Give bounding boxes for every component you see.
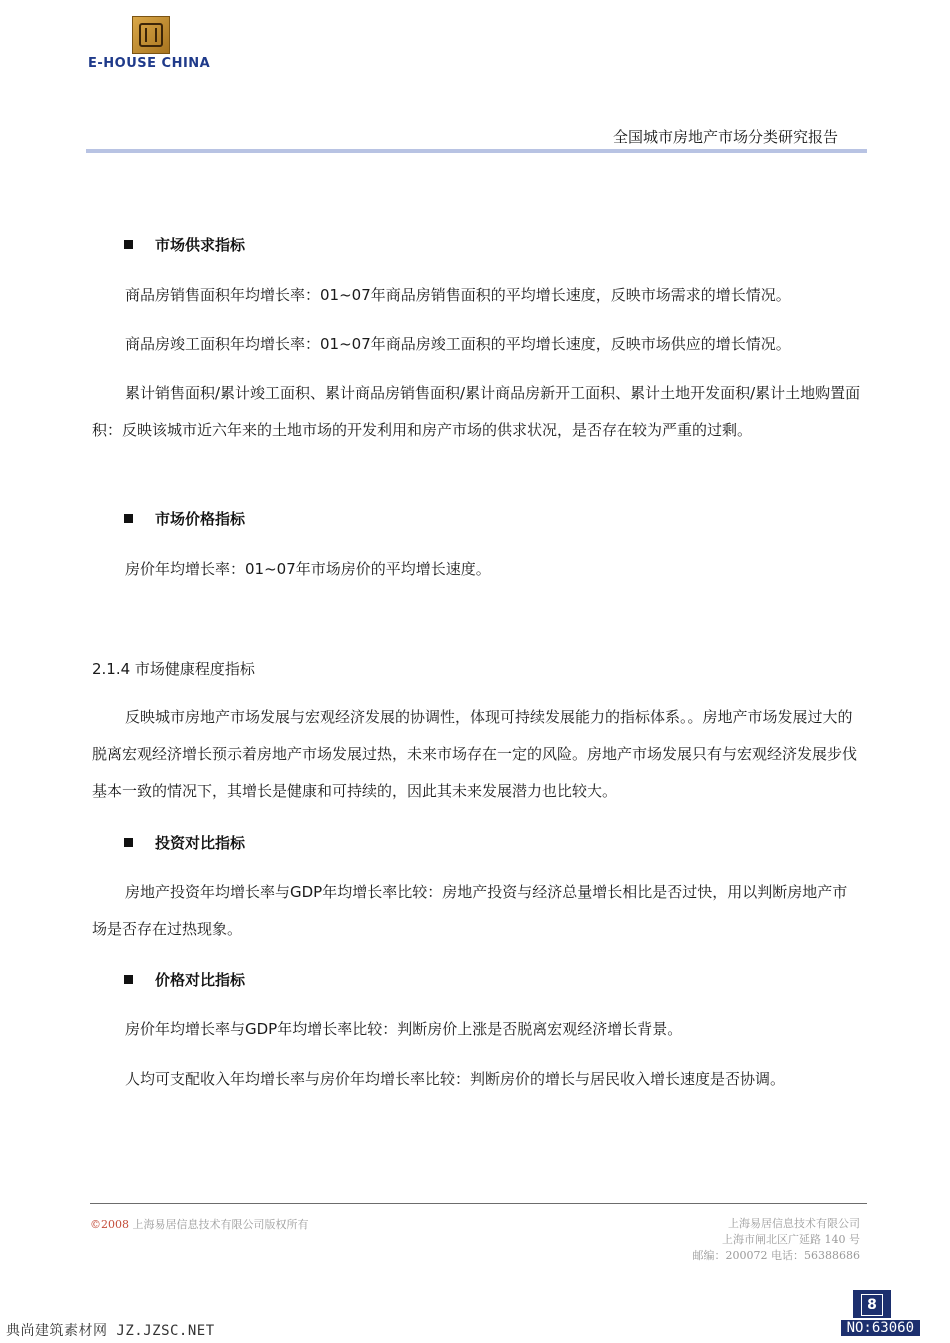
- footer-company-info: [693, 1216, 860, 1264]
- paragraph-price-gdp: 房价年均增长率与GDP年均增长率比较：判断房价上涨是否脱离宏观经济增长背景。: [125, 1020, 683, 1038]
- bullet-heading-supply-demand: 市场供求指标: [124, 234, 245, 255]
- footer-divider: [90, 1203, 867, 1204]
- company-logo: [88, 16, 218, 74]
- bullet-heading-investment: 投资对比指标: [124, 832, 245, 853]
- header-divider: [86, 149, 867, 153]
- watermark-site: 典尚建筑素材网 JZ.JZSC.NET: [6, 1323, 215, 1339]
- logo-text: E-HOUSE CHINA: [88, 56, 211, 71]
- logo-seal-icon: [132, 16, 170, 54]
- paragraph-health-indicators: 反映城市房地产市场发展与宏观经济发展的协调性，体现可持续发展能力的指标体系。。房地产市场发展过大的脱离宏观经济增长预示着房地产市场发展过热，未来市场存在一定的风险。房地产市场发展只有与宏观经济发展步伐基本一致的情况下，其增长是健康和可持续的，因此其未来发展潜力也比较大。: [92, 708, 858, 800]
- page-number: 8: [861, 1294, 883, 1316]
- page-number-badge: [853, 1290, 891, 1320]
- footer-company: 上海易居信息技术有限公司: [728, 1217, 860, 1230]
- footer-copyright: ©2008 上海易居信息技术有限公司版权所有: [90, 1218, 309, 1231]
- bullet-heading-price-compare: 价格对比指标: [124, 969, 245, 990]
- paragraph-investment-gdp: 房地产投资年均增长率与GDP年均增长率比较：房地产投资与经济总量增长相比是否过快，用以判断房地产市场是否存在过热现象。: [92, 883, 848, 938]
- bullet-square-icon: [124, 240, 133, 249]
- bullet-heading-price: 市场价格指标: [124, 508, 245, 529]
- paragraph-price-growth: 房价年均增长率：01~07年市场房价的平均增长速度。: [125, 560, 491, 578]
- footer-address: 上海市闸北区广延路 140 号: [722, 1233, 860, 1246]
- section-heading: 2.1.4 市场健康程度指标: [92, 660, 255, 678]
- footer-contact: 邮编：200072 电话：56388686: [692, 1249, 860, 1262]
- bullet-square-icon: [124, 975, 133, 984]
- report-title: 全国城市房地产市场分类研究报告: [612, 128, 838, 146]
- paragraph-sales-area: 商品房销售面积年均增长率：01~07年商品房销售面积的平均增长速度，反映市场需求的增长情况。: [125, 286, 791, 304]
- paragraph-cumulative-ratio: 累计销售面积/累计竣工面积、累计商品房销售面积/累计商品房新开工面积、累计土地开发面积/累计土地购置面积：反映该城市近六年来的土地市场的开发利用和房产市场的供求状况，是否存在较为严重的过剩。: [92, 384, 861, 439]
- paragraph-income-price: 人均可支配收入年均增长率与房价年均增长率比较：判断房价的增长与居民收入增长速度是否协调。: [125, 1070, 786, 1088]
- paragraph-completion-area: 商品房竣工面积年均增长率：01~07年商品房竣工面积的平均增长速度，反映市场供应的增长情况。: [125, 335, 791, 353]
- bullet-square-icon: [124, 514, 133, 523]
- watermark-id: NO:63060: [841, 1320, 920, 1336]
- bullet-square-icon: [124, 838, 133, 847]
